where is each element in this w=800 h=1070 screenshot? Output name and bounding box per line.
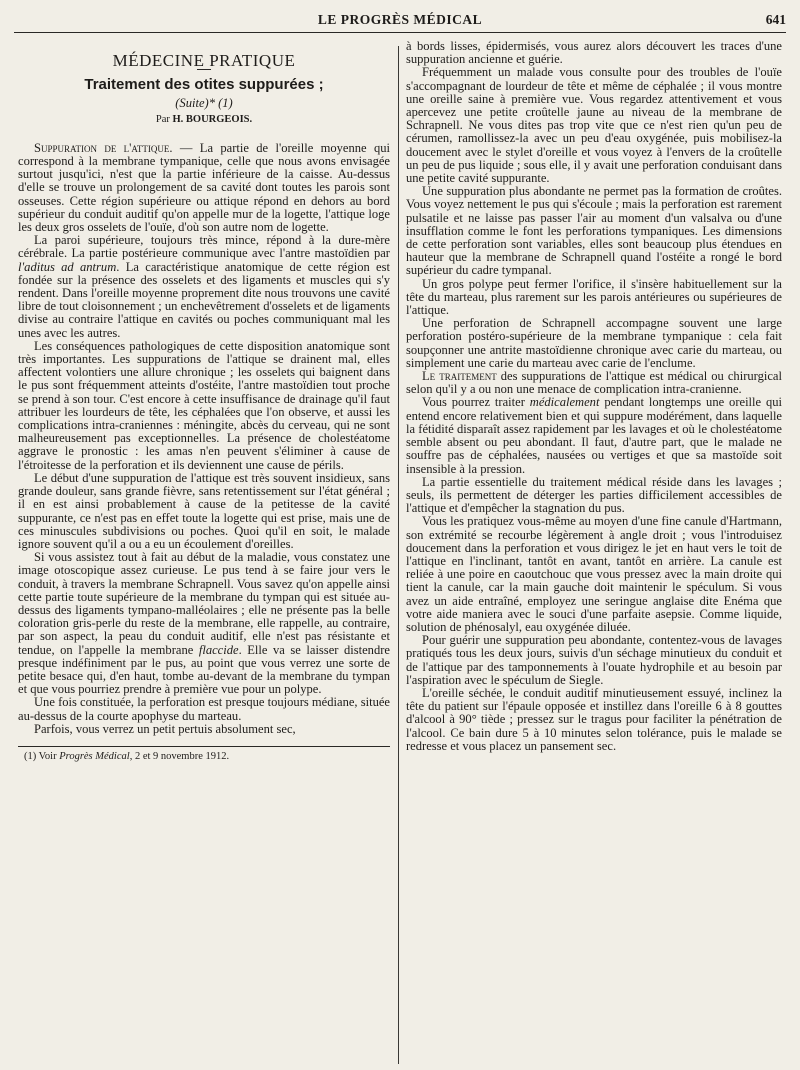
paragraph <box>406 396 782 475</box>
paragraph: Le début d'une suppuration de l'attique est très souvent insidieux, sans grande douleur, sans grande fièvre, sans retentissement sur l'état général ; il en est ainsi probablement à cause de la petitesse de la cavité suppurante, ce n'est pas en effet toute la logette qui est prise, mais une de ces minuscules subdivisions ou poches. Quoi qu'il en soit, le malade ignore souvent qu'il a ou a eu un écoulement d'oreilles. <box>18 470 390 551</box>
paragraph-lead: Le traitement <box>422 369 497 384</box>
paragraph: Pour guérir une suppuration peu abondante, contentez-vous de lavages pratiqués tous les deux jours, suivis d'un séchage minutieux du conduit et de l'attique par des tamponnements à l'ouate hydrophile et au besoin par l'aspiration avec le spéculum de Siegle. <box>406 633 782 687</box>
right-column <box>406 40 782 1064</box>
footnote-journal: Progrès Médical <box>59 750 130 762</box>
paragraph-text: . La caractéristique anatomique de cette région est fondée sur la présence des osselets et des ligaments et muscles qui s'y rendent. Dans l'oreille moyenne proprement dite nous trouvons une cavité libre de tout cloisonnement ; un enchevêtrement d'osselets et de ligaments divise au contraire l'attique en cavités ou poches communiquant mal les unes avec les autres. <box>18 259 390 340</box>
paragraph: Les conséquences pathologiques de cette disposition anatomique sont très importantes. Les suppurations de l'attique se drainent mal, elles affectent volontiers une allure chronique ; les osselets qui baignent dans le pus sont fréquemment atteints d'ostéite, l'antre mastoïdien tout proche se prend à son tour. C'est encore à cette insuffisance de drainage qu'il faut attribuer les lourdeurs de tête, les céphalées que l'on observe, et aussi les complications intra-craniennes : méningite, abcès du cerveau, qui ne sont malheureusement pas exceptionnelles. La présence de cholestéatome aggrave le pronostic : les amas n'en peuvent s'éliminer à cause de l'étroitesse de la perforation et ils deviennent une cause de périls. <box>18 338 390 472</box>
paragraph-lead: Suppuration de l'attique. <box>34 140 173 155</box>
page-number: 641 <box>765 12 786 27</box>
byline <box>18 113 390 126</box>
italic-term: flaccide <box>198 642 239 657</box>
paragraph-text: Vous pourrez traiter <box>422 395 530 410</box>
running-head <box>14 10 786 33</box>
paragraph: Une fois constituée, la perforation est presque toujours médiane, située au-dessus de la courte apophyse du marteau. <box>18 695 390 723</box>
byline-prefix: Par <box>155 113 173 125</box>
article-suite-note: (Suite)* (1) <box>175 96 233 111</box>
paragraph <box>18 551 390 696</box>
journal-title: LE PROGRÈS MÉDICAL <box>317 12 483 27</box>
left-column <box>18 40 390 1064</box>
paragraph <box>18 142 390 234</box>
italic-term: l'aditus ad antrum <box>18 259 117 274</box>
paragraph: Vous les pratiquez vous-même au moyen d'une fine canule d'Hartmann, son extrémité se recourbe légèrement à angle droit ; vous l'introduisez doucement dans la perforation et vous dirigez le jet en haut vers le toit de l'attique en l'inclinant, tantôt en avant, tantôt en arrière. La canule est reliée à une poire en caoutchouc que vous pressez avec la main droite qui tient la canule, car la main gauche doit maintenir le spéculum. Si vous avez un aide entraîné, employez une seringue anglaise dite Enéma que votre aide maniera avec le souci d'une parfaite asepsie. Comme liquide, solution de phénosalyl, eau oxygénée diluée. <box>406 514 782 634</box>
footnote-text: (1) Voir <box>24 750 60 762</box>
footnote-text: , 2 et 9 novembre 1912. <box>129 750 230 762</box>
paragraph: Parfois, vous verrez un petit pertuis absolument sec, <box>34 721 296 736</box>
paragraph: L'oreille séchée, le conduit auditif minutieusement essuyé, inclinez la tête du patient sur l'épaule opposée et instillez dans l'oreille 6 à 8 gouttes d'alcool à 90° tiède ; pressez sur le tragus pour faciliter la pénétration de l'alcool. Ce bain dure 5 à 10 minutes selon tolérance, puis le malade se redresse et vous placez un pansement sec. <box>406 685 782 753</box>
paragraph: Un gros polype peut fermer l'orifice, il s'insère habituellement sur la tête du marteau, plus rarement sur les parois antérieures ou supérieures de l'attique. <box>406 276 782 318</box>
paragraph: Une suppuration plus abondante ne permet pas la formation de croûtes. Vous voyez nettement le pus qui s'écoule ; mais la perforation est rarement pulsatile et ne laisse pas passer l'air au moment d'un valsalva ou d'une insufflation comme le font les perforations tympaniques. Les dimensions de cette perforation sont variables, elles sont beaucoup plus étendues en hauteur que la membrane de Schrapnell quand l'ostéite a rongé le bord supérieur du cadre tympanal. <box>406 184 782 278</box>
footnote-rule <box>18 746 390 747</box>
article-title: Traitement des otites suppurées ; <box>84 76 324 94</box>
paragraph-text: des suppurations de l'attique est médical ou chirurgical selon qu'il y a ou non une menace de complication intra-cranienne. <box>406 369 782 397</box>
paragraph <box>406 370 782 396</box>
author-name: H. BOURGEOIS. <box>172 113 253 125</box>
paragraph: à bords lisses, épidermisés, vous aurez alors découvert les traces d'une suppuration ancienne et guérie. <box>406 39 782 67</box>
section-title: MÉDECINE PRATIQUE <box>112 51 296 70</box>
paragraph <box>18 234 390 340</box>
column-divider <box>398 46 399 1064</box>
paragraph: Une perforation de Schrapnell accompagne souvent une large perforation postéro-supérieure de la membrane tympanique : cela fait soupçonner une antrite mastoïdienne chronique avec carie du marteau, ou simplement une carie du marteau avec carie de l'enclume. <box>406 316 782 370</box>
paragraph: La partie essentielle du traitement médical réside dans les lavages ; seuls, ils permettent de déterger les parties difficilement accessibles de l'attique et d'empêcher la stagnation du pus. <box>406 474 782 516</box>
paragraph-text: — La partie de l'oreille moyenne qui correspond à la membrane tympanique, celle que nous avons envisagée surtout jusqu'ici, n'est que la partie inférieure de la caisse. Au-dessus d'elle se trouve un prolongement de sa cavité dont toutes les parois sont osseuses. Cette région supérieure ou attique répond en dehors au bord supérieur du conduit auditif qu'on appelle mur de la logette, l'attique loge les deux gros osselets de l'ouïe, d'où son autre nom de logette. <box>18 140 390 235</box>
paragraph-text: La paroi supérieure, toujours très mince, répond à la dure-mère cérébrale. La partie postérieure communique avec l'antre mastoïdien par <box>18 233 390 261</box>
paragraph: Fréquemment un malade vous consulte pour des troubles de l'ouïe s'accompagnant de lourdeur de tête et même de céphalée ; il vous montre une oreille saine à première vue. Vous regardez attentivement et vous apercevez une petite croûtelle jaune au niveau de la membrane de Schrapnell. Ne vous dites pas trop vite que ce n'est rien qu'un peu de cérumen, ramollissez-la avec un peu d'eau oxygénée, puis mobilisez-la doucement avec le stylet d'oreille et vous voyez à l'envers de la croûtelle un peu de pus liquide ; sous elle, il y avait une perforation conduisant dans une petite cavité suppurante. <box>406 65 782 186</box>
paragraph-text: pendant longtemps une oreille qui entend encore relativement bien et qui suppure modérément, dans laquelle la fétidité disparaît assez rapidement par les lavages et où le cholestéatome semble absent ou peu abondant. Il faut, d'autre part, que le malade ne souffre pas de céphalées, nausées ou vertiges et que sa mastoïde soit insensible à la pression. <box>406 395 782 476</box>
footnote <box>18 750 390 763</box>
italic-term: médicalement <box>529 395 600 410</box>
paragraph-text: Si vous assistez tout à fait au début de la maladie, vous constatez une image otoscopique assez curieuse. Le pus tend à se faire jour vers le conduit, à travers la membrane Schrapnell. Vous savez qu'on appelle ainsi cette partie toute supérieure de la membrane du tympan qui est située au-dessus des ligaments tympano-malléolaires ; elle ne présente pas la belle coloration gris-perle du reste de la membrane, elle rappelle, au contraire, par son aspect, la peau du conduit auditif, elle n'est pas résistante et tendue, on l'appelle la membrane <box>18 550 390 657</box>
paragraph-text: . Elle va se laisser distendre presque indéfiniment par le pus, au point que vous verrez une sorte de petite besace qui, d'en haut, tombe au-devant de la membrane du tympan et que vous pourriez prendre à première vue pour un polype. <box>18 642 390 697</box>
